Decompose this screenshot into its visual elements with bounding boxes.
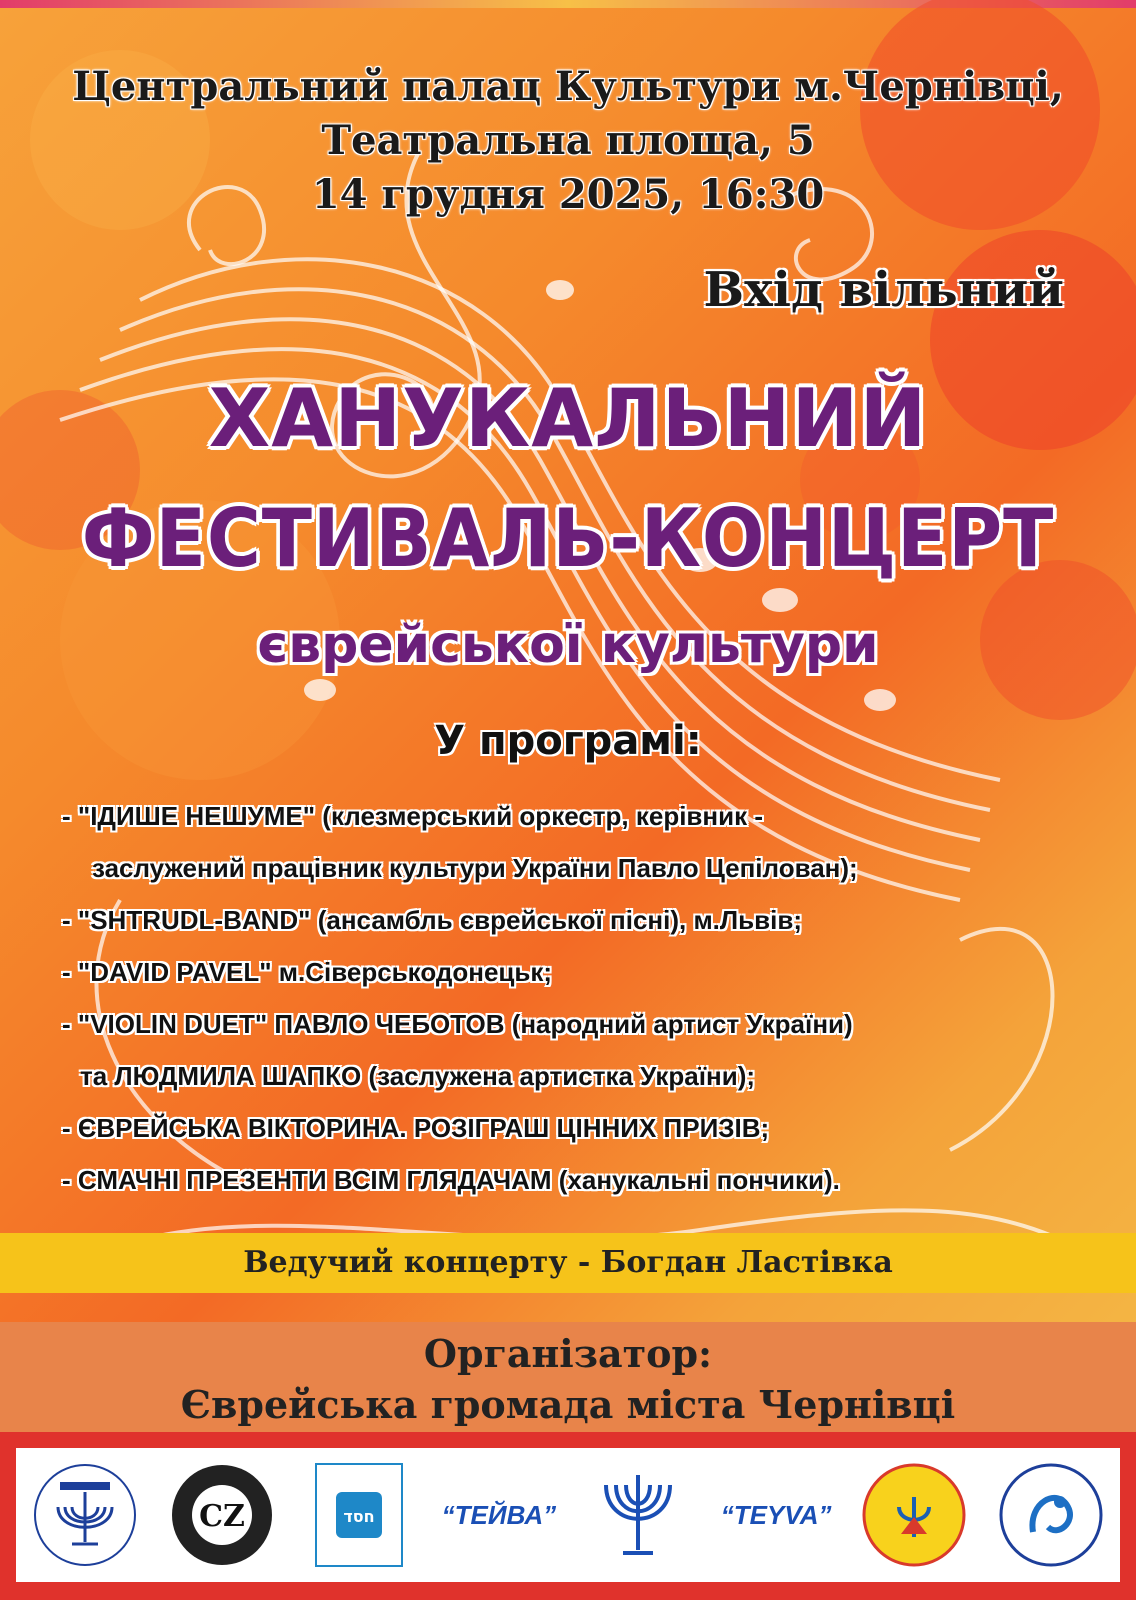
hesed-leya-icon [314, 1462, 404, 1568]
title-line-2: ФЕСТИВАЛЬ-КОНЦЕРТ [81, 492, 1055, 585]
museum-icon [998, 1462, 1104, 1568]
hesed-emuna-logo [859, 1460, 969, 1570]
program-line: - "SHTRUDL-BAND" (ансамбль єврейської пісні), м.Львів; [62, 905, 802, 935]
teyva-en-label: “TEYVA” [720, 1499, 832, 1530]
title-line-3: єврейської культури [257, 615, 879, 675]
venue-line-1: Центральний палац Культури м.Чернівці, [72, 63, 1064, 110]
organizer-label: Організатор: [423, 1331, 713, 1376]
menorah-icon [598, 1465, 678, 1565]
program-heading: У програмі: [434, 718, 702, 764]
program-line: - "VIOLIN DUET" ПАВЛО ЧЕБОТОВ (народний артист України) [62, 1009, 853, 1039]
menorah-community-icon [32, 1462, 138, 1568]
program-line: - "ІДИШЕ НЕШУМЕ" (клезмерський оркестр, керівник - [62, 801, 763, 831]
hesed-leya-logo [304, 1460, 414, 1570]
logo-strip [16, 1448, 1120, 1582]
venue-line-3: 14 грудня 2025, 16:30 [311, 171, 825, 218]
program-line: - "DAVID PAVEL" м.Сіверськодонецьк; [62, 957, 553, 987]
venue-line-2: Театральна площа, 5 [321, 117, 815, 164]
title-line-1: ХАНУКАЛЬНИЙ [208, 372, 928, 465]
program-line: заслужений працівник культури України Павло Цепілован); [92, 853, 858, 883]
museum-logo [996, 1460, 1106, 1570]
teyva-menorah-logo [583, 1460, 693, 1570]
program-line: - СМАЧНІ ПРЕЗЕНТИ ВСІМ ГЛЯДАЧАМ (ханукальні пончики). [62, 1165, 840, 1195]
host-bar: Ведучий концерту - Богдан Ластівка [0, 1233, 1136, 1293]
community-logo [30, 1460, 140, 1570]
program-line: та ЛЮДМИЛА ШАПКО (заслужена артистка України); [80, 1061, 756, 1091]
free-entry: Вхід вільний [703, 262, 1064, 318]
program-list [62, 790, 1122, 1206]
logo-band [0, 1432, 1136, 1600]
teyva-ua-label: “ТЕЙВА” [441, 1499, 557, 1530]
program-line: - ЄВРЕЙСЬКА ВІКТОРИНА. РОЗІГРАШ ЦІННИХ ПРИЗІВ; [62, 1113, 770, 1143]
newspaper-logo [167, 1460, 277, 1570]
organizer-name: Єврейська громада міста Чернівці [180, 1382, 956, 1427]
organizer-bar [0, 1322, 1136, 1432]
hesed-emuna-icon [861, 1462, 967, 1568]
svg-text:חסד: חסד [343, 1507, 375, 1526]
venue-block [0, 60, 1136, 222]
cz-newspaper-icon [169, 1462, 275, 1568]
newspaper-letters: CZ [199, 1499, 245, 1534]
